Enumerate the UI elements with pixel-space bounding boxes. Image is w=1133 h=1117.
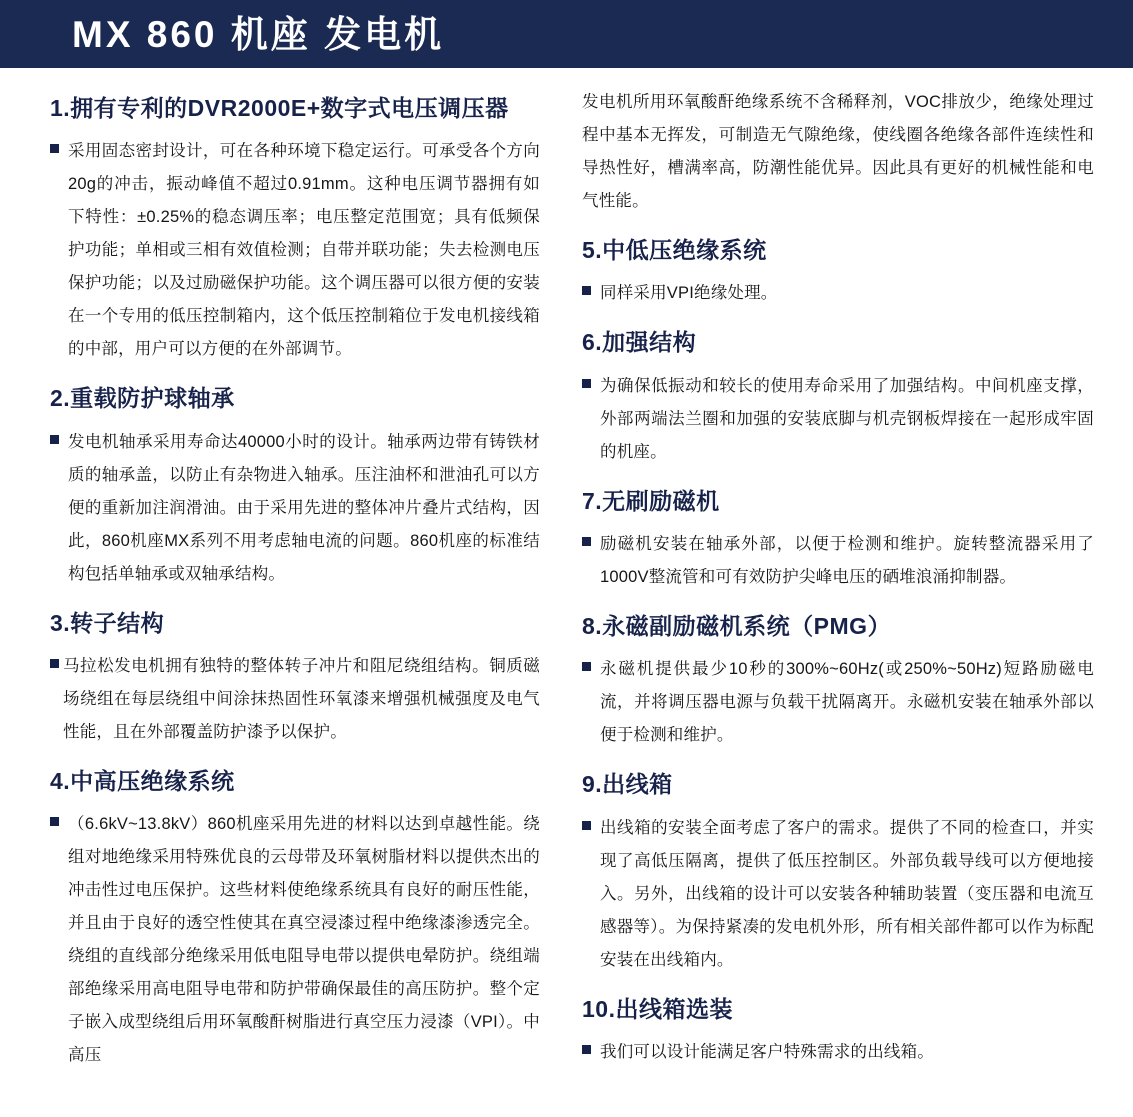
section-heading-1: 1.拥有专利的DVR2000E+数字式电压调压器: [50, 95, 509, 121]
bullet-square-icon: [50, 659, 59, 668]
right-column: [574, 86, 1094, 1076]
bullet-square-icon: [50, 435, 59, 444]
bullet-square-icon: [582, 537, 591, 546]
page-banner: [0, 0, 1133, 68]
bullet-item: [50, 426, 540, 591]
section-heading-4: 4.中高压绝缘系统: [50, 768, 235, 795]
bullet-text: 励磁机安装在轴承外部，以便于检测和维护。旋转整流器采用了1000V整流管和可有效防护尖峰电压的硒堆浪涌抑制器。: [600, 535, 1094, 587]
content-columns: [0, 68, 1133, 1076]
section-heading-10: 10.出线箱选装: [582, 995, 733, 1022]
bullet-text: 永磁机提供最少10秒的300%~60Hz(或250%~50Hz)短路励磁电流，并将调压器电源与负载干扰隔离开。永磁机安装在轴承外部以便于检测和维护。: [600, 660, 1094, 745]
section-heading-9: 9.出线箱: [582, 771, 673, 798]
bullet-item: [582, 528, 1094, 594]
bullet-text: （6.6kV~13.8kV）860机座采用先进的材料以达到卓越性能。绕组对地绝缘采用特殊优良的云母带及环氧树脂材料以提供杰出的冲击性过电压保护。这些材料使绝缘系统具有良好的耐压性能，并且由于良好的透空性使其在真空浸漆过程中绝缘漆渗透完全。绕组的直线部分绝缘采用低电阻导电带以提供电晕防护。绕组端部绝缘采用高电阻导电带和防护带确保最佳的高压防护。整个定子嵌入成型绕组后用环氧酸酐树脂进行真空压力浸漆（VPI）。中高压: [68, 815, 540, 1065]
bullet-text: 同样采用VPI绝缘处理。: [600, 284, 778, 303]
page-title: MX 860 机座 发电机: [72, 13, 445, 55]
section-heading-3: 3.转子结构: [50, 609, 165, 636]
bullet-square-icon: [582, 379, 591, 388]
section-heading-5: 5.中低压绝缘系统: [582, 237, 767, 263]
bullet-text: 马拉松发电机拥有独特的整体转子冲片和阻尼绕组结构。铜质磁场绕组在每层绕组中间涂抹热固性环氧漆来增强机械强度及电气性能，且在外部覆盖防护漆予以保护。: [63, 657, 540, 742]
bullet-item-continued: [582, 86, 1094, 218]
bullet-text: 发电机所用环氧酸酐绝缘系统不含稀释剂，VOC排放少，绝缘处理过程中基本无挥发，可制造无气隙绝缘，使线圈各绝缘各部件连续性和导热性好，槽满率高，防潮性能优异。因此具有更好的机械性能和电气性能。: [582, 93, 1094, 210]
bullet-item: [582, 1036, 1094, 1069]
bullet-item: [582, 653, 1094, 752]
bullet-item: [582, 277, 1094, 310]
left-column: [20, 86, 540, 1076]
section-heading-8: 8.永磁副励磁机系统（PMG）: [582, 613, 892, 640]
bullet-text: 我们可以设计能满足客户特殊需求的出线箱。: [600, 1043, 934, 1062]
bullet-item: [50, 650, 540, 749]
bullet-text: 采用固态密封设计，可在各种环境下稳定运行。可承受各个方向20g的冲击，振动峰值不超过0.91mm。这种电压调节器拥有如下特性：±0.25%的稳态调压率；电压整定范围宽；具有低频保护功能；单相或三相有效值检测；自带并联功能；失去检测电压保护功能；以及过励磁保护功能。这个调压器可以很方便的安装在一个专用的低压控制箱内，这个低压控制箱位于发电机接线箱的中部，用户可以方便的在外部调节。: [68, 142, 540, 359]
bullet-square-icon: [582, 286, 591, 295]
bullet-item: [50, 135, 540, 366]
bullet-text: 发电机轴承采用寿命达40000小时的设计。轴承两边带有铸铁材质的轴承盖，以防止有杂物进入轴承。压注油杯和泄油孔可以方便的重新加注润滑油。由于采用先进的整体冲片叠片式结构，因此，860机座MX系列不用考虑轴电流的问题。860机座的标准结构包括单轴承或双轴承结构。: [68, 432, 540, 583]
bullet-text: 出线箱的安装全面考虑了客户的需求。提供了不同的检查口，并实现了高低压隔离，提供了低压控制区。外部负载导线可以方便地接入。另外，出线箱的设计可以安装各种辅助装置（变压器和电流互感器等）。为保持紧凑的发电机外形，所有相关部件都可以作为标配安装在出线箱内。: [600, 818, 1094, 969]
bullet-square-icon: [582, 1045, 591, 1054]
bullet-square-icon: [582, 662, 591, 671]
bullet-square-icon: [50, 144, 59, 153]
bullet-square-icon: [50, 817, 59, 826]
bullet-text: 为确保低振动和较长的使用寿命采用了加强结构。中间机座支撑，外部两端法兰圈和加强的安装底脚与机壳钢板焊接在一起形成牢固的机座。: [600, 376, 1094, 461]
section-heading-6: 6.加强结构: [582, 329, 697, 356]
bullet-item: [582, 812, 1094, 977]
bullet-square-icon: [582, 821, 591, 830]
bullet-item: [50, 808, 540, 1072]
section-heading-7: 7.无刷励磁机: [582, 487, 720, 514]
section-heading-2: 2.重载防护球轴承: [50, 385, 235, 412]
bullet-item: [582, 370, 1094, 469]
